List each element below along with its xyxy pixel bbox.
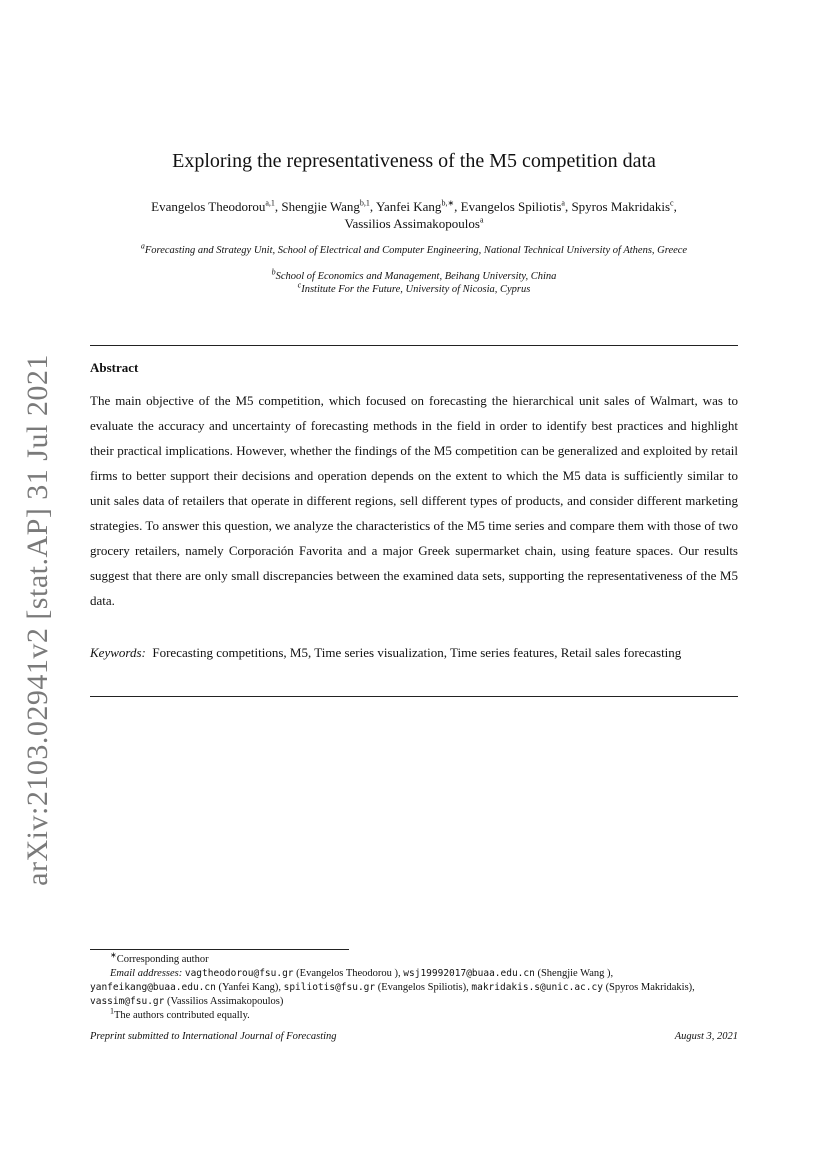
- footnotes: [90, 950, 738, 1023]
- keywords: [90, 640, 738, 665]
- preprint-note: Preprint submitted to International Journal of Forecasting: [90, 1031, 337, 1042]
- abstract-text: The main objective of the M5 competition, which focused on forecasting the hierarchical unit sales of Walmart, was to evaluate the accuracy and uncertainty of forecasting methods in the field in order to identify best practices and highlight their practical implications. However, whether the findings of the M5 competition can be generalized and exploited by retail firms to better support their decisions and operation depends on the extent to which the M5 data is sufficiently similar to unit sales data of retailers that operate in different regions, sell different types of products, and consider different marketing strategies. To answer this question, we analyze the characteristics of the M5 time series and compare them with those of two grocery retailers, namely Corporación Favorita and a major Greek supermarket chain, using feature spaces. Our results suggest that there are only small discrepancies between the examined data sets, supporting the representativeness of the M5 data.: [90, 393, 738, 608]
- abstract-top-rule: [90, 345, 738, 346]
- author: Shengjie Wang$^{b,1}$: [281, 198, 370, 214]
- arxiv-identifier: arXiv:2103.02941v2 [stat.AP] 31 Jul 2021: [21, 354, 54, 886]
- email-link[interactable]: wsj19992017@buaa.edu.cn: [403, 968, 535, 979]
- author: Vassilios Assimakopoulos$^a$: [344, 215, 484, 231]
- corresponding-footnote: ∗Corresponding author: [110, 950, 209, 965]
- author: Spyros Makridakis$^c$: [571, 198, 674, 214]
- equal-contribution-footnote: $^1$The authors contributed equally.: [110, 1006, 250, 1021]
- email-link[interactable]: vagtheodorou@fsu.gr: [184, 968, 294, 979]
- author: Yanfei Kang$^{b,∗}$: [375, 198, 455, 214]
- arxiv-sidebar: [14, 354, 62, 886]
- email-footnote: Email addresses: vagtheodorou@fsu.gr (Evangelos Theodorou ), wsj19992017@buaa.edu.cn (Shengjie Wang ), yanfeikang@buaa.edu.cn (Yanfei Kang), spiliotis@fsu.gr (Evangelos Spiliotis), makridakis.s@unic.ac.cy (Spyros Makridakis), vassim@fsu.gr (Vassilios Assimakopoulos): [90, 968, 695, 1007]
- author: Evangelos Theodorou$^{a,1}$: [151, 198, 275, 214]
- abstract-heading: Abstract: [90, 360, 139, 375]
- email-link[interactable]: yanfeikang@buaa.edu.cn: [90, 982, 216, 993]
- email-link[interactable]: vassim@fsu.gr: [90, 996, 165, 1007]
- preprint-date: August 3, 2021: [674, 1031, 738, 1042]
- affiliation: $^c$Institute For the Future, University of Nicosia, Cyprus: [297, 280, 531, 295]
- email-link[interactable]: makridakis.s@unic.ac.cy: [471, 982, 603, 993]
- email-link[interactable]: spiliotis@fsu.gr: [283, 982, 376, 993]
- keywords-text: Forecasting competitions, M5, Time series visualization, Time series features, Retail sales forecasting: [152, 645, 682, 660]
- keywords-label: Keywords:: [90, 645, 146, 660]
- paper-title: Exploring the representativeness of the M5 competition data: [172, 150, 656, 172]
- abstract-bottom-rule: [90, 696, 738, 697]
- author-list: Evangelos Theodorou$^{a,1}$, Shengjie Wang$^{b,1}$, Yanfei Kang$^{b,∗}$, Evangelos Spiliotis$^a$, Spyros Makridakis$^c$, Vassilios Assimakopoulos$^a$: [151, 198, 677, 231]
- author: Evangelos Spiliotis$^a$: [460, 198, 565, 214]
- footnote-rule: [90, 949, 349, 950]
- affiliation: $^b$School of Economics and Management, Beihang University, China: [271, 267, 557, 282]
- affiliation: $^a$Forecasting and Strategy Unit, School of Electrical and Computer Engineering, National Technical University of Athens, Greece: [140, 241, 688, 256]
